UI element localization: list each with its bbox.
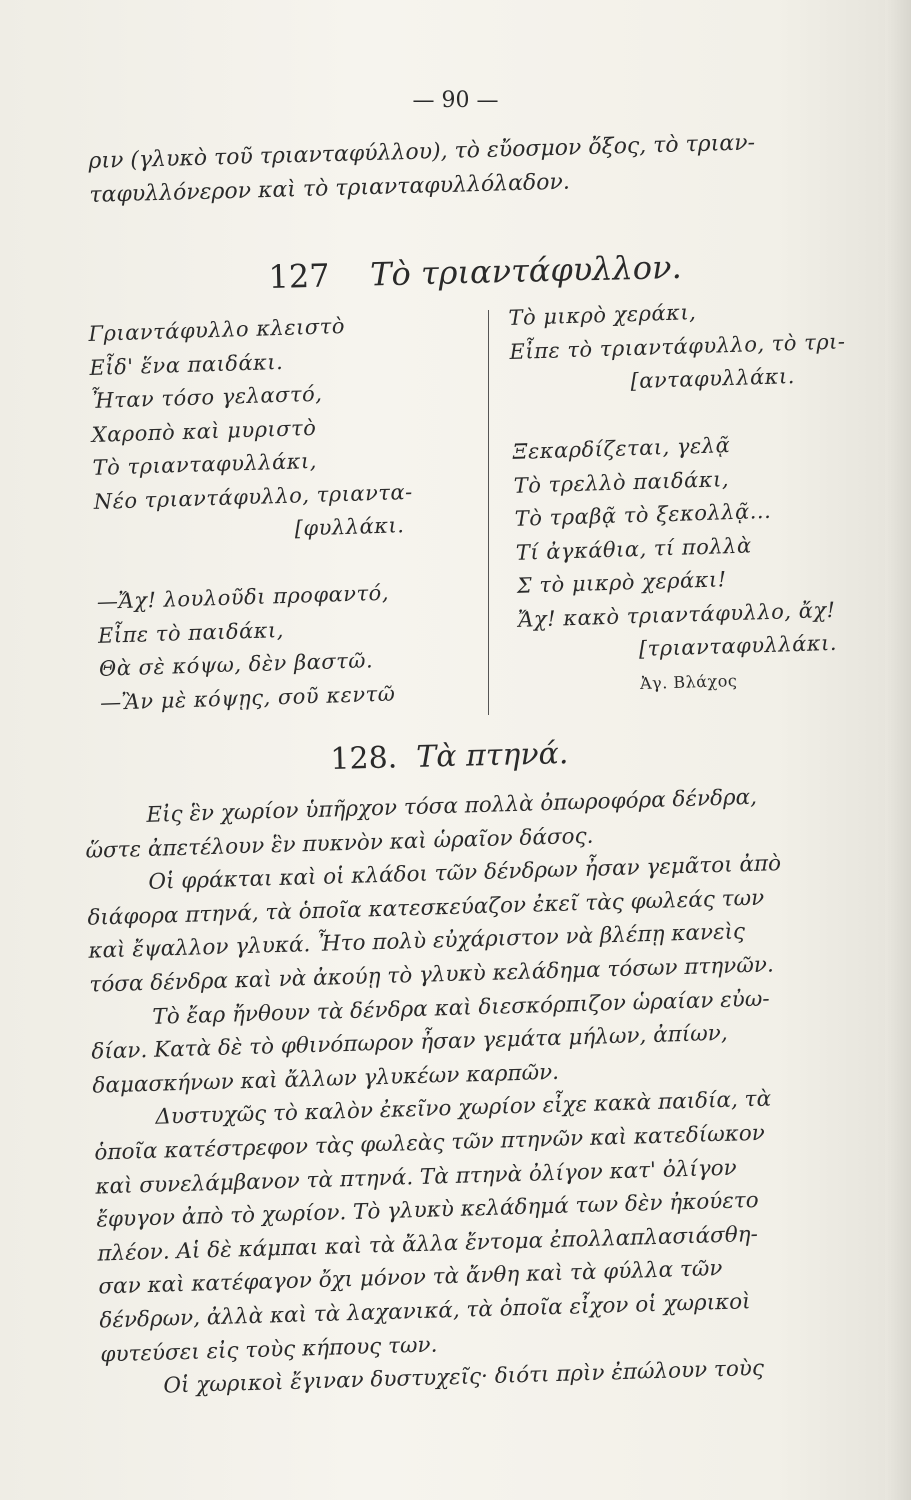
prose-line: Οἱ φράκται καὶ οἱ κλάδοι τῶν δένδρων ἦσαν γεμᾶτοι ἀπὸ xyxy=(148,851,782,896)
page-number: — 90 — xyxy=(412,88,499,113)
verse-line: [τριανταφυλλάκι. xyxy=(638,630,838,662)
poem-128-title: Τὰ πτηνά. xyxy=(415,736,569,775)
poem-127-left-column xyxy=(88,308,420,720)
verse-line: Θὰ σὲ κόψω, δὲν βαστῶ. xyxy=(98,648,374,681)
column-divider xyxy=(488,310,489,715)
verse-line: [φυλλάκι. xyxy=(294,513,405,541)
prose-line: ἔφυγον ἀπὸ τὸ χωρίον. Τὸ γλυκὺ κελάδημά των δὲν ἠκούετο xyxy=(96,1188,760,1233)
prose-line: δίαν. Κατὰ δὲ τὸ φθινόπωρον ἦσαν γεμάτα μήλων, ἀπίων, xyxy=(91,1020,728,1065)
verse-line: —Ἂν μὲ κόψῃς, σοῦ κεντῶ xyxy=(99,681,396,715)
prose-line: πλέον. Αἱ δὲ κάμπαι καὶ τὰ ἄλλα ἔντομα ἐπολλαπλασιάσθη- xyxy=(97,1221,759,1267)
verse-line: Τὸ μικρὸ χεράκι, xyxy=(508,300,697,330)
verse-line: Εἶπε τὸ τριαντάφυλλο, τὸ τρι- xyxy=(509,328,846,364)
verse-line: Τὸ τραβᾷ τὸ ξεκολλᾷ... xyxy=(514,498,772,531)
prose-line: Τὸ ἔαρ ἤνθουν τὰ δένδρα καὶ διεσκόρπιζον ὡραίαν εὐω- xyxy=(152,986,770,1030)
intro-line: ταφυλλόνερον καὶ τὸ τριανταφυλλόλαδον. xyxy=(89,169,571,208)
prose-line: σαν καὶ κατέφαγον ὄχι μόνον τὰ ἄνθη καὶ τὰ φύλλα τῶν xyxy=(98,1256,723,1300)
poem-signature: Ἀγ. Βλάχος xyxy=(639,670,738,693)
verse-line: Χαροπὸ καὶ μυριστὸ xyxy=(91,415,317,447)
poem-128-heading xyxy=(330,736,569,777)
prose-line: τόσα δένδρα καὶ νὰ ἀκούῃ τὸ γλυκὺ κελάδημα τόσων πτηνῶν. xyxy=(89,952,775,998)
prose-line: ὥστε ἀπετέλουν ἓν πυκνὸν καὶ ὡραῖον δάσος. xyxy=(85,823,594,864)
verse-line: Σ τὸ μικρὸ χεράκι! xyxy=(516,567,727,598)
intro-line: ριν (γλυκὸ τοῦ τριανταφύλλου), τὸ εὔοσμον ὄξος, τὸ τριαν- xyxy=(88,130,756,174)
poem-128-number: 128. xyxy=(330,740,398,777)
prose-line: Εἰς ἓν χωρίον ὑπῆρχον τόσα πολλὰ ὀπωροφόρα δένδρα, xyxy=(146,784,758,828)
verse-line: Ἦταν τόσο γελαστό, xyxy=(90,381,323,413)
poem-127-title: Τὸ τριαντάφυλλον. xyxy=(369,247,683,294)
verse-line: [ανταφυλλάκι. xyxy=(630,364,796,394)
poem-128-body xyxy=(85,776,911,1404)
prose-line: Δυστυχῶς τὸ καλὸν ἐκεῖνο χωρίον εἶχε κακὰ παιδία, τὰ xyxy=(155,1086,772,1131)
prose-line: καὶ συνελάμβανον τὰ πτηνά. Τὰ πτηνὰ ὀλίγον κατ' ὀλίγον xyxy=(95,1155,738,1200)
prose-line: Οἱ χωρικοὶ ἔγιναν δυστυχεῖς· διότι πρὶν ἐπώλουν τοὺς xyxy=(163,1355,765,1399)
poem-127-heading xyxy=(268,248,682,296)
verse-line: Γριαντάφυλλο κλειστὸ xyxy=(88,313,346,346)
intro-text xyxy=(88,123,890,213)
poem-127-right-column xyxy=(508,291,856,703)
verse-line: Εἶπε τὸ παιδάκι, xyxy=(97,617,285,648)
verse-line: Ἄχ! κακὸ τριαντάφυλλο, ἄχ! xyxy=(517,597,836,632)
poem-127-number: 127 xyxy=(268,256,330,296)
prose-line: φυτεύσει εἰς τοὺς κήπους των. xyxy=(100,1332,438,1368)
verse-line: Νέο τριαντάφυλλο, τριαντα- xyxy=(93,479,414,514)
prose-line: διάφορα πτηνά, τὰ ὁποῖα κατεσκεύαζον ἐκεῖ τὰς φωλεάς των xyxy=(87,885,765,931)
verse-line: Τὸ τριανταφυλλάκι, xyxy=(92,448,318,480)
prose-line: δαμασκήνων καὶ ἄλλων γλυκέων καρπῶν. xyxy=(92,1059,560,1099)
prose-line: ὁποῖα κατέστρεφον τὰς φωλεὰς τῶν πτηνῶν καὶ κατεδίωκον xyxy=(94,1120,766,1166)
verse-line: Τὸ τρελλὸ παιδάκι, xyxy=(513,466,730,498)
verse-line: Τί ἀγκάθια, τί πολλὰ xyxy=(515,532,752,565)
prose-line: δένδρων, ἀλλὰ καὶ τὰ λαχανικά, τὰ ὁποῖα εἶχον οἱ χωρικοὶ xyxy=(99,1289,751,1334)
prose-line: καὶ ἔψαλλον γλυκά. Ἦτο πολὺ εὐχάριστον νὰ βλέπῃ κανεὶς xyxy=(88,919,746,965)
verse-line: Ξεκαρδίζεται, γελᾷ xyxy=(512,433,731,464)
verse-line: —Ἄχ! λουλοῦδι προφαντό, xyxy=(96,580,390,614)
verse-line: Εἶδ' ἕνα παιδάκι. xyxy=(89,349,284,380)
